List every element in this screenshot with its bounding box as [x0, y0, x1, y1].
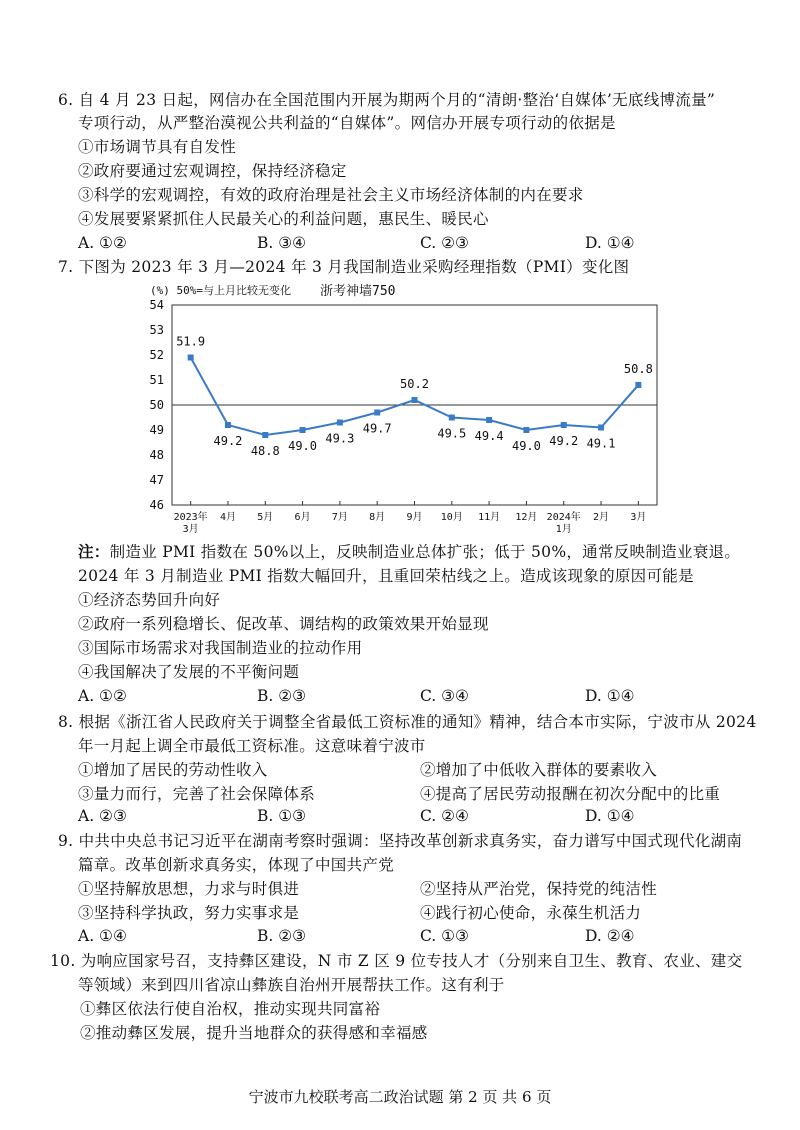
- q9-option-a: A. ①④: [78, 927, 127, 945]
- y-tick-label: 50: [149, 398, 164, 412]
- data-point: [337, 420, 343, 426]
- q8-option-d: D. ①④: [585, 807, 635, 825]
- chart-title: (%) 50%=与上月比较无变化: [150, 284, 291, 297]
- y-tick-label: 51: [149, 373, 164, 387]
- q7-item: ③国际市场需求对我国制造业的拉动作用: [78, 639, 363, 657]
- y-axis: [150, 298, 164, 512]
- q6-option-d: D. ①④: [585, 234, 635, 252]
- data-label: 49.0: [288, 439, 318, 453]
- q7-option-d: D. ①④: [585, 687, 635, 705]
- data-point: [561, 422, 567, 428]
- data-point: [262, 432, 268, 438]
- x-tick-label: 10月: [440, 512, 463, 523]
- data-label: 49.0: [511, 439, 541, 453]
- q8-line2: 年一月起上调全市最低工资标准。这意味着宁波市: [78, 737, 426, 755]
- q9-option-b: B. ②③: [257, 927, 307, 945]
- data-label: 51.9: [176, 334, 206, 349]
- x-tick-label: 4月: [219, 512, 236, 523]
- data-label: 48.8: [250, 444, 280, 458]
- page-footer: 宁波市九校联考高二政治试题 第 2 页 共 6 页: [248, 1088, 552, 1106]
- data-label: 49.1: [586, 436, 616, 451]
- q8-item: ④提高了居民劳动报酬在初次分配中的比重: [420, 785, 721, 803]
- q7-note-text: 制造业 PMI 指数在 50%以上，反映制造业总体扩张；低于 50%，通常反映制造业衰退。: [109, 543, 741, 561]
- q7-item: ①经济态势回升向好: [78, 591, 221, 609]
- q6-line2: 专项行动，从严整治漠视公共利益的“自媒体”。网信办开展专项行动的依据是: [78, 114, 616, 132]
- x-tick-label: 3月: [182, 524, 199, 535]
- data-point: [188, 355, 194, 361]
- data-label: 50.8: [623, 362, 653, 376]
- x-tick-label: 9月: [406, 512, 423, 523]
- q7-option-c: C. ③④: [420, 687, 469, 705]
- q10-line1: 10. 为响应国家号召，支持彝区建设，N 市 Z 区 9 位专技人才（分别来自卫生、教育、农业、建交: [50, 952, 743, 970]
- x-tick-label: 1月: [555, 524, 572, 535]
- data-label: 49.4: [474, 429, 504, 443]
- x-axis: [174, 501, 647, 535]
- y-tick-label: 47: [149, 473, 164, 487]
- q6-line1: 6. 自 4 月 23 日起，网信办在全国范围内开展为期两个月的“清朗·整治‘自媒体’无底线博流量”: [58, 91, 716, 109]
- q9-line2: 篇章。改革创新求真务实，体现了中国共产党: [78, 856, 395, 874]
- q9-option-d: D. ②④: [585, 927, 635, 945]
- q7-line1: 7. 下图为 2023 年 3 月—2024 年 3 月我国制造业采购经理指数（PMI）变化图: [58, 258, 630, 276]
- q9-item: ②坚持从严治党，保持党的纯洁性: [420, 880, 658, 898]
- q6-item: ③科学的宏观调控，有效的政府治理是社会主义市场经济体制的内在要求: [78, 186, 584, 204]
- x-tick-label: 3月: [630, 512, 647, 523]
- q7-option-a: A. ①②: [78, 687, 127, 705]
- q6-item: ②政府要通过宏观调控，保持经济稳定: [78, 162, 347, 180]
- q8-item: ②增加了中低收入群体的要素收入: [420, 761, 658, 779]
- data-point: [225, 422, 231, 428]
- data-point: [523, 427, 529, 433]
- q10-item: ②推动彝区发展，提升当地群众的获得感和幸福感: [80, 1024, 428, 1042]
- data-point: [598, 425, 604, 431]
- q7-note-label: 注：: [78, 542, 110, 561]
- q7-note: [78, 542, 740, 562]
- q7-option-b: B. ②③: [257, 687, 307, 705]
- pmi-series-line: [191, 358, 639, 436]
- pmi-line-chart: [130, 280, 690, 540]
- q8-line1: 8. 根据《浙江省人民政府关于调整全省最低工资标准的通知》精神，结合本市实际，宁波市从 2024: [58, 713, 757, 731]
- q9-line1: 9. 中共中央总书记习近平在湖南考察时强调：坚持改革创新求真务实，奋力谱写中国式现代化湖南: [58, 832, 743, 850]
- q8-option-c: C. ②④: [420, 807, 469, 825]
- data-label: 49.2: [549, 434, 579, 448]
- data-point: [300, 427, 306, 433]
- x-tick-label: 6月: [294, 512, 311, 523]
- data-point: [412, 397, 418, 403]
- y-tick-label: 53: [149, 323, 164, 337]
- q9-item: ③坚持科学执政，努力实事求是: [78, 904, 300, 922]
- chart-watermark: 浙考神墙750: [320, 284, 396, 299]
- data-point: [449, 415, 455, 421]
- q8-option-b: B. ①③: [257, 807, 307, 825]
- q9-item: ④践行初心使命，永葆生机活力: [420, 904, 642, 922]
- q8-option-a: A. ②③: [78, 807, 127, 825]
- data-label: 49.5: [437, 426, 467, 441]
- y-tick-label: 52: [149, 348, 164, 362]
- data-label: 49.3: [325, 431, 355, 446]
- data-labels: [176, 335, 653, 459]
- data-point: [486, 417, 492, 423]
- x-tick-label: 12月: [515, 512, 538, 523]
- q9-option-c: C. ①③: [420, 927, 469, 945]
- data-label: 49.7: [362, 421, 392, 436]
- q6-option-a: A. ①②: [78, 234, 127, 252]
- q7-item: ④我国解决了发展的不平衡问题: [78, 663, 300, 681]
- q10-item: ①彝区依法行使自治权，推动实现共同富裕: [80, 1000, 381, 1018]
- x-tick-label: 2024年: [546, 512, 581, 523]
- x-tick-label: 2月: [593, 512, 610, 523]
- q9-item: ①坚持解放思想，力求与时俱进: [78, 880, 300, 898]
- x-tick-label: 2023年: [173, 512, 208, 523]
- q6-option-b: B. ③④: [257, 234, 307, 252]
- y-tick-label: 46: [149, 498, 164, 512]
- q10-line2: 等领域）来到四川省凉山彝族自治州开展帮扶工作。这有利于: [78, 976, 505, 994]
- x-tick-label: 11月: [478, 512, 501, 523]
- q6-option-c: C. ②③: [420, 234, 469, 252]
- q6-item: ④发展要紧紧抓住人民最关心的利益问题，惠民生、暖民心: [78, 210, 489, 228]
- x-tick-label: 8月: [369, 512, 386, 523]
- y-tick-label: 49: [149, 423, 164, 437]
- y-tick-label: 54: [149, 298, 164, 312]
- q6-item: ①市场调节具有自发性: [78, 138, 237, 156]
- q8-item: ①增加了居民的劳动性收入: [78, 761, 268, 779]
- data-point: [374, 410, 380, 416]
- y-tick-label: 48: [149, 448, 164, 462]
- data-label: 49.2: [213, 434, 243, 448]
- data-label: 50.2: [400, 377, 429, 391]
- q7-stem: 2024 年 3 月制造业 PMI 指数大幅回升，且重回荣枯线之上。造成该现象的原因可能是: [78, 567, 694, 585]
- x-tick-label: 5月: [257, 512, 274, 523]
- x-tick-label: 7月: [331, 512, 348, 523]
- data-point: [635, 382, 641, 388]
- q7-item: ②政府一系列稳增长、促改革、调结构的政策效果开始显现: [78, 615, 489, 633]
- q8-item: ③量力而行，完善了社会保障体系: [78, 785, 316, 803]
